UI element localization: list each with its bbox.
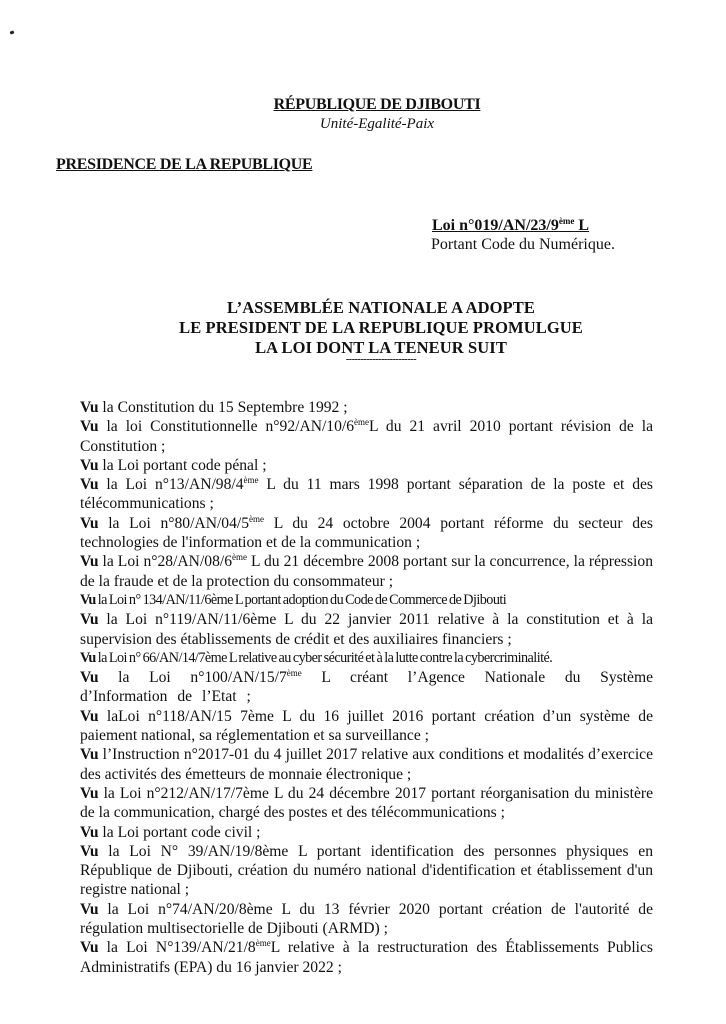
visa-item (80, 514, 653, 553)
visa-lead: Vu (80, 649, 96, 666)
visa-text: la Loi portant code civil ; (98, 823, 261, 841)
visa-text: L du 11 mars 1998 portant séparation de la poste et des télécommunications ; (80, 476, 653, 513)
visa-lead: Vu (80, 842, 99, 860)
office-heading: PRESIDENCE DE LA REPUBLIQUE (56, 156, 313, 173)
visa-lead: Vu (80, 611, 99, 629)
visa-text: L créant l’Agence Nationale du Système d’Information de l’Etat ; (80, 669, 653, 706)
visa-lead: Vu (80, 900, 99, 918)
visa-item (80, 668, 653, 707)
law-number-suffix: L (574, 217, 590, 234)
visa-lead: Vu (80, 418, 99, 436)
promulgation-declaration (0, 298, 726, 358)
visa-ordinal-sup: ème (255, 938, 271, 949)
visa-lead: Vu (80, 399, 99, 416)
visa-item (80, 398, 653, 417)
visa-item (80, 823, 653, 842)
visa-list (80, 398, 653, 977)
visa-lead: Vu (80, 746, 99, 764)
visa-lead: Vu (80, 553, 99, 571)
law-number (432, 216, 589, 235)
visa-text: laLoi n°118/AN/15 7ème L du 16 juillet 2016 portant création d’un système de paiement national, sa réglementation et sa surveillance ; (80, 707, 653, 745)
visa-item (80, 456, 653, 475)
visa-item (80, 417, 653, 456)
law-number-prefix: Loi n°019/AN/23/9 (432, 217, 559, 234)
law-number-sup: ème (558, 216, 575, 226)
visa-text: la Loi n°74/AN/20/8ème L du 13 février 2020 portant création de l'autorité de régulation multisectorielle de Djibouti (ARMD) ; (80, 900, 653, 938)
visa-item (80, 842, 653, 900)
visa-text: L du 21 avril 2010 portant révision de la Constitution ; (80, 418, 653, 455)
visa-text: L du 21 décembre 2008 portant sur la concurrence, la répression de la fraude et de la protection du consommateur ; (80, 553, 653, 590)
visa-lead: Vu (80, 823, 99, 841)
visa-text: la Constitution du 15 Septembre 1992 ; (98, 399, 348, 416)
visa-lead: Vu (80, 669, 99, 687)
visa-ordinal-sup: ème (249, 513, 265, 524)
visa-text: la Loi N°139/AN/21/8 (98, 939, 256, 957)
visa-item (80, 649, 653, 668)
visa-text: la Loi portant code pénal ; (98, 456, 267, 474)
visa-lead: Vu (80, 456, 99, 474)
law-subject: Portant Code du Numérique. (431, 236, 615, 253)
visa-text: la Loi N° 39/AN/19/8ème L portant identification des personnes physiques en République de Djibouti, création du numéro national d'identification et établissement d'un registre national ; (80, 842, 653, 899)
visa-text: la Loi n°13/AN/98/4 (98, 476, 244, 494)
visa-text: la Loi n°80/AN/04/5 (98, 514, 250, 532)
country-heading: RÉPUBLIQUE DE DJIBOUTI (273, 96, 481, 113)
visa-item (80, 938, 653, 977)
visa-item (80, 745, 653, 784)
visa-text: la loi Constitutionnelle n°92/AN/10/6 (98, 418, 355, 436)
visa-lead: Vu (80, 784, 99, 802)
visa-item (80, 591, 653, 610)
visa-lead: Vu (80, 939, 99, 957)
declaration-line: LA LOI DONT LA TENEUR SUIT (255, 338, 507, 357)
visa-text: la Loi n°28/AN/08/6 (98, 553, 233, 571)
national-motto: Unité-Egalité-Paix (319, 116, 435, 132)
visa-lead: Vu (80, 514, 99, 532)
visa-lead: Vu (80, 476, 99, 494)
visa-text: L du 24 octobre 2004 portant réforme du secteur des technologies de l'information et de la communication ; (80, 514, 653, 552)
declaration-line: L’ASSEMBLÉE NATIONALE A ADOPTE (227, 298, 535, 317)
visa-lead: Vu (80, 707, 99, 725)
visa-text: l’Instruction n°2017-01 du 4 juillet 2017 relative aux conditions et modalités d’exercice des activités des émetteurs de monnaie électronique ; (80, 746, 653, 783)
visa-text: la Loi n°100/AN/15/7 (98, 669, 287, 687)
visa-item (80, 900, 653, 939)
visa-text: la Loi n°119/AN/11/6ème L du 22 janvier 2011 relative à la constitution et à la supervision des établissements de crédit et des auxiliaires financiers ; (80, 611, 653, 648)
visa-item (80, 610, 653, 649)
declaration-line: LE PRESIDENT DE LA REPUBLIQUE PROMULGUE (179, 318, 583, 337)
visa-text: la Loi n° 66/AN/14/7ème L relative au cyber sécurité et à la lutte contre la cybercriminalité. (95, 649, 553, 666)
visa-ordinal-sup: ème (243, 475, 259, 486)
visa-ordinal-sup: ème (354, 417, 370, 428)
visa-text: la Loi n°212/AN/17/7ème L du 24 décembre 2017 portant réorganisation du ministère de la communication, chargé des postes et des télécommunications ; (80, 784, 653, 822)
visa-item (80, 784, 653, 823)
visa-ordinal-sup: ème (286, 668, 302, 679)
separator-line: ------------------------ (345, 354, 417, 365)
visa-text: L relative à la restructuration des Établissements Publics Administratifs (EPA) du 16 janvier 2022 ; (80, 939, 653, 976)
visa-lead: Vu (80, 591, 96, 608)
visa-text: la Loi n° 134/AN/11/6ème L portant adoption du Code de Commerce de Djibouti (95, 591, 507, 608)
visa-item (80, 475, 653, 514)
visa-item (80, 552, 653, 591)
visa-item (80, 707, 653, 746)
visa-ordinal-sup: ème (232, 552, 248, 563)
scan-speck (10, 30, 15, 34)
